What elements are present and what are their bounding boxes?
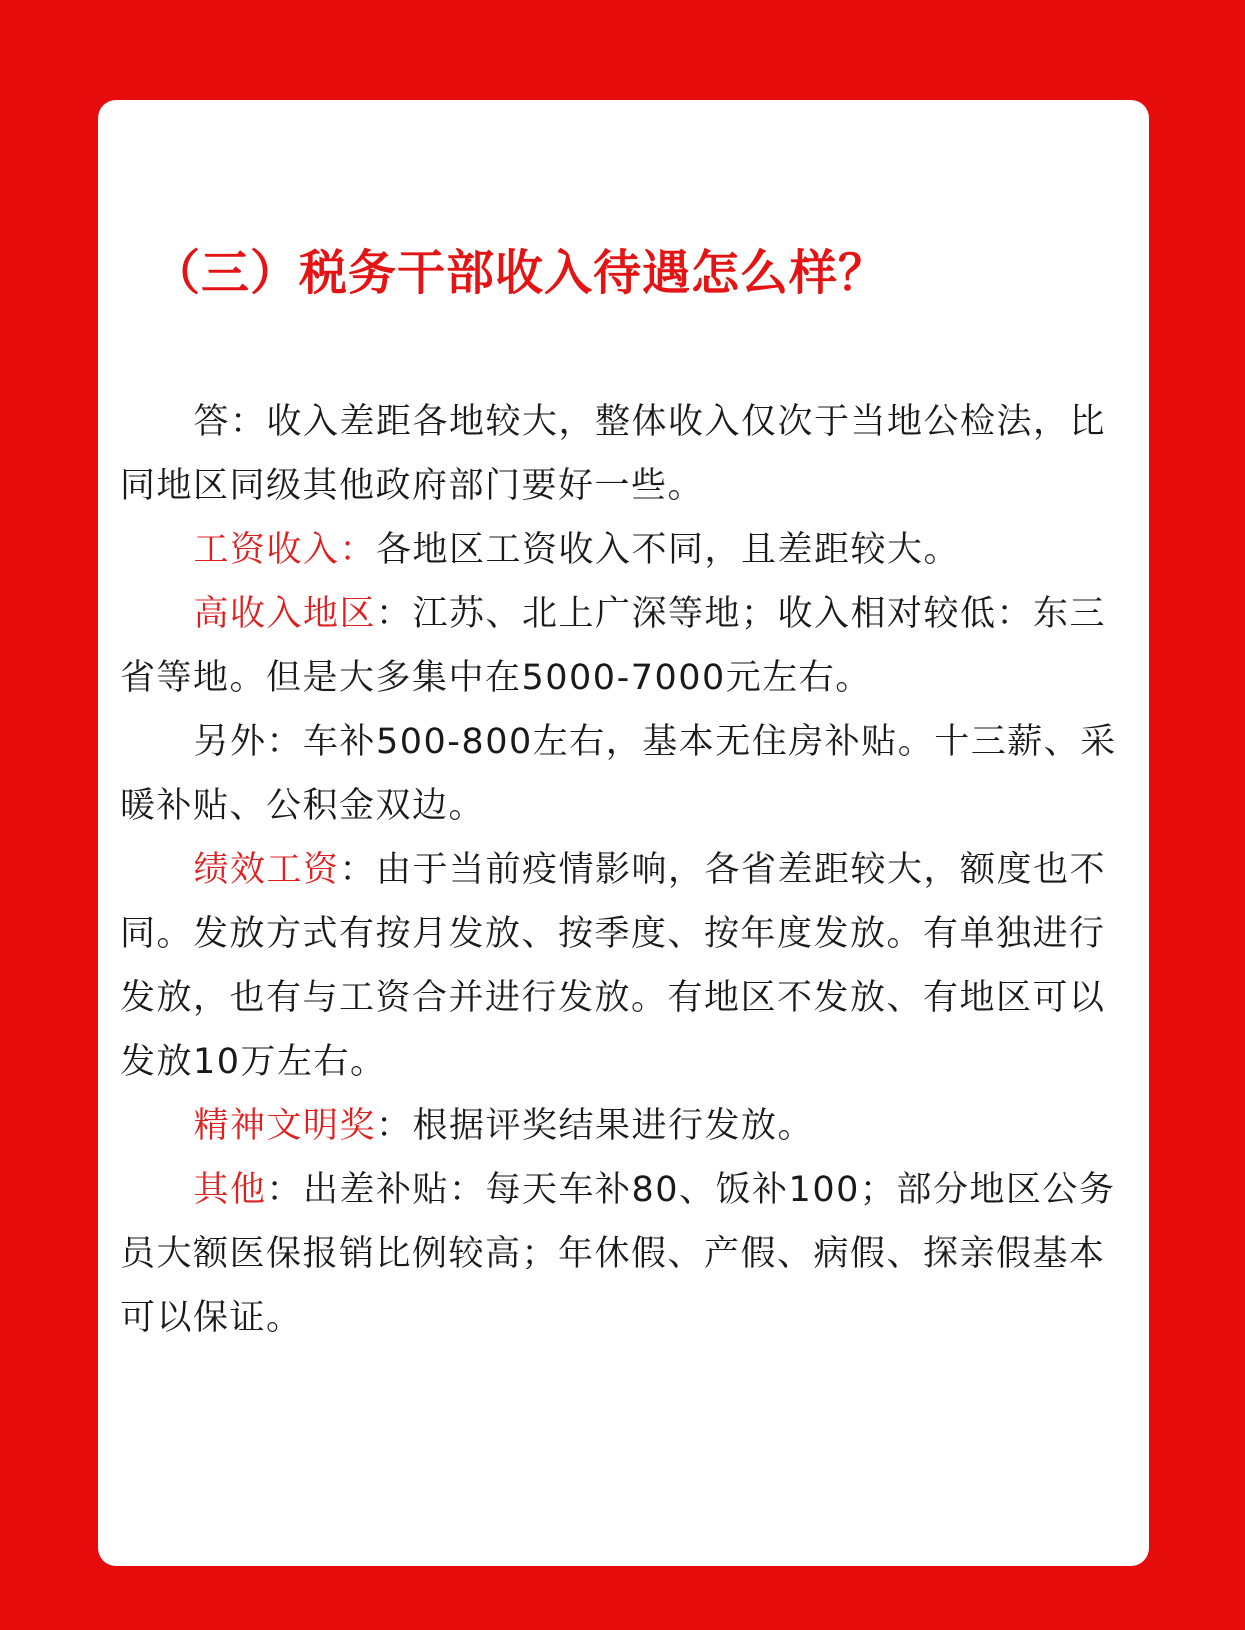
salary-text: 各地区工资收入不同，且差距较大。 — [376, 530, 961, 570]
salary-paragraph — [120, 518, 1130, 582]
answer-paragraph — [120, 390, 1130, 518]
others-label: 其他 — [193, 1170, 267, 1210]
others-text: ：出差补贴：每天车补80、饭补100；部分地区公务员大额医保报销比例较高；年休假、产假、病假、探亲假基本可以保证。 — [120, 1170, 1116, 1338]
salary-label: 工资收入： — [193, 530, 377, 570]
performance-text: ：由于当前疫情影响，各省差距较大，额度也不同。发放方式有按月发放、按季度、按年度发放。有单独进行发放，也有与工资合并进行发放。有地区不发放、有地区可以发放10万左右。 — [120, 850, 1107, 1082]
page-title: （三）税务干部收入待遇怎么样？ — [152, 245, 888, 301]
content-card — [98, 100, 1149, 1566]
spiritual-award-paragraph — [120, 1094, 1130, 1158]
spiritual-award-label: 精神文明奖 — [193, 1106, 377, 1146]
other-allowances-paragraph — [120, 710, 1130, 838]
answer-text: 答：收入差距各地较大，整体收入仅次于当地公检法，比同地区同级其他政府部门要好一些。 — [120, 402, 1107, 506]
performance-paragraph — [120, 838, 1130, 1094]
high-income-text: ：江苏、北上广深等地；收入相对较低：东三省等地。但是大多集中在5000-7000元左右。 — [120, 594, 1107, 698]
high-income-label: 高收入地区 — [193, 594, 377, 634]
performance-label: 绩效工资 — [193, 850, 340, 890]
others-paragraph — [120, 1158, 1130, 1350]
spiritual-award-text: ：根据评奖结果进行发放。 — [376, 1106, 815, 1146]
article-body — [120, 390, 1130, 1350]
high-income-paragraph — [120, 582, 1130, 710]
other-allowances-text: 另外：车补500-800左右，基本无住房补贴。十三薪、采暖补贴、公积金双边。 — [120, 722, 1117, 826]
